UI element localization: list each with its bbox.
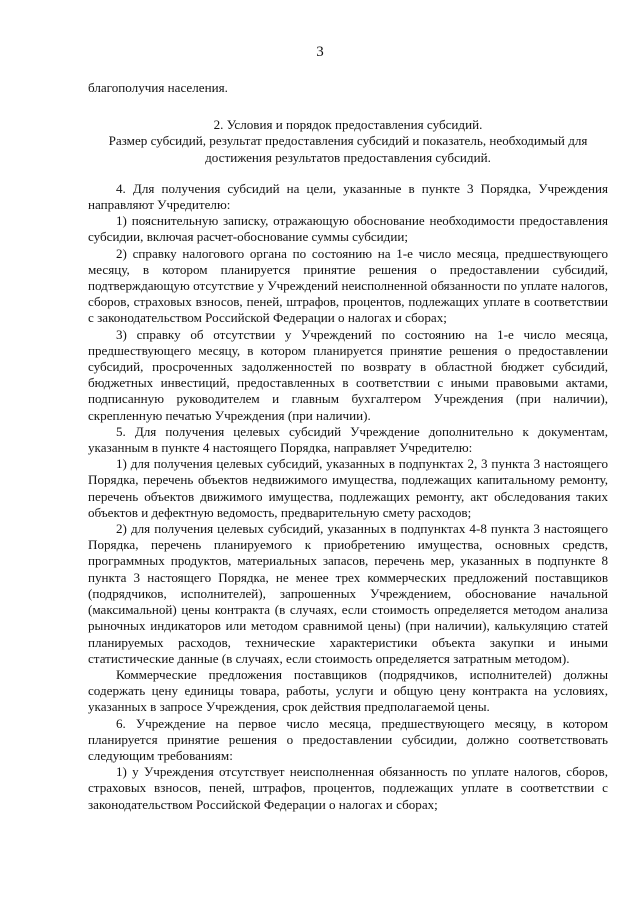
document-body [88, 80, 608, 813]
paragraph-4: 4. Для получения субсидий на цели, указанные в пункте 3 Порядка, Учреждения направляют Учредителю: [88, 180, 608, 213]
section-heading-line2: Размер субсидий, результат предоставления субсидий и показатель, необходимый для [108, 133, 588, 149]
paragraph-6-item-1: 1) у Учреждения отсутствует неисполненная обязанность по уплате налогов, сборов, страховых взносов, пеней, штрафов, процентов, подлежащих уплате в соответствии с законодательством Российской Федерации о налогах и сборах; [88, 764, 608, 812]
paragraph-5: 5. Для получения целевых субсидий Учреждение дополнительно к документам, указанным в пункте 4 настоящего Порядка, направляет Учредителю: [88, 423, 608, 456]
paragraph-4-item-1: 1) пояснительную записку, отражающую обоснование необходимости предоставления субсидии, включая расчет-обоснование суммы субсидии; [88, 213, 608, 245]
continuation-line: благополучия населения. [88, 80, 228, 95]
paragraph-5-item-2: 2) для получения целевых субсидий, указанных в подпунктах 4-8 пункта 3 настоящего Порядка, перечень планируемого к приобретению имущества, основных средств, программных продуктов, материальных запасов, перечень мер, указанных в подпункте 8 пункта 3 настоящего Порядка, не менее трех коммерческих предложений поставщиков (подрядчиков, исполнителей), запрошенных Учреждением, обоснование начальной (максимальной) цены контракта (в случаях, если стоимость определяется методом анализа рыночных индикаторов или методом сравнимой цены) (при наличии), калькуляцию статей планируемых расходов, технические характеристики объекта закупки и иными статистические данные (в случаях, если стоимость определяется затратным методом). [88, 521, 608, 666]
paragraph-4-item-3: 3) справку об отсутствии у Учреждений по состоянию на 1-е число месяца, предшествующего месяцу, в котором планируется принятие решения о предоставлении субсидий, просроченных задолженностей по возврату в областной бюджет субсидий, бюджетных инвестиций, предоставленных в соответствии с иными правовыми актами, подписанную руководителем и главным бухгалтером Учреждения (при наличии), скрепленную печатью Учреждения (при наличии). [88, 326, 608, 423]
section-heading [88, 117, 608, 166]
section-heading-line1: 2. Условия и порядок предоставления субсидий. [213, 117, 483, 133]
paragraph-4-item-2: 2) справку налогового органа по состоянию на 1-е число месяца, предшествующего месяцу, в котором планируется принятие решения о предоставлении субсидий, подтверждающую отсутствие у Учреждений неисполненной обязанности по уплате налогов, сборов, страховых взносов, пеней, штрафов, процентов, подлежащих уплате в соответствии с законодательством Российской Федерации о налогах и сборах; [88, 245, 608, 326]
commercial-offers-paragraph: Коммерческие предложения поставщиков (подрядчиков, исполнителей) должны содержать цену единицы товара, работы, услуги и общую цену контракта на условиях, указанных в запросе Учреждения, срок действия предполагаемой цены. [88, 666, 608, 715]
paragraph-5-item-1: 1) для получения целевых субсидий, указанных в подпунктах 2, 3 пункта 3 настоящего Порядка, перечень объектов недвижимого имущества, подлежащих капитальному ремонту, перечень объектов движимого имущества, подлежащих ремонту, акт обследования таких объектов и дефектную ведомость, предварительную смету расходов; [88, 456, 608, 520]
page-number: 3 [316, 44, 324, 60]
section-heading-line3: достижения результатов предоставления субсидий. [205, 149, 491, 165]
paragraph-6: 6. Учреждение на первое число месяца, предшествующего месяцу, в котором планируется принятие решения о предоставлении субсидии, должно соответствовать следующим требованиям: [88, 715, 608, 763]
